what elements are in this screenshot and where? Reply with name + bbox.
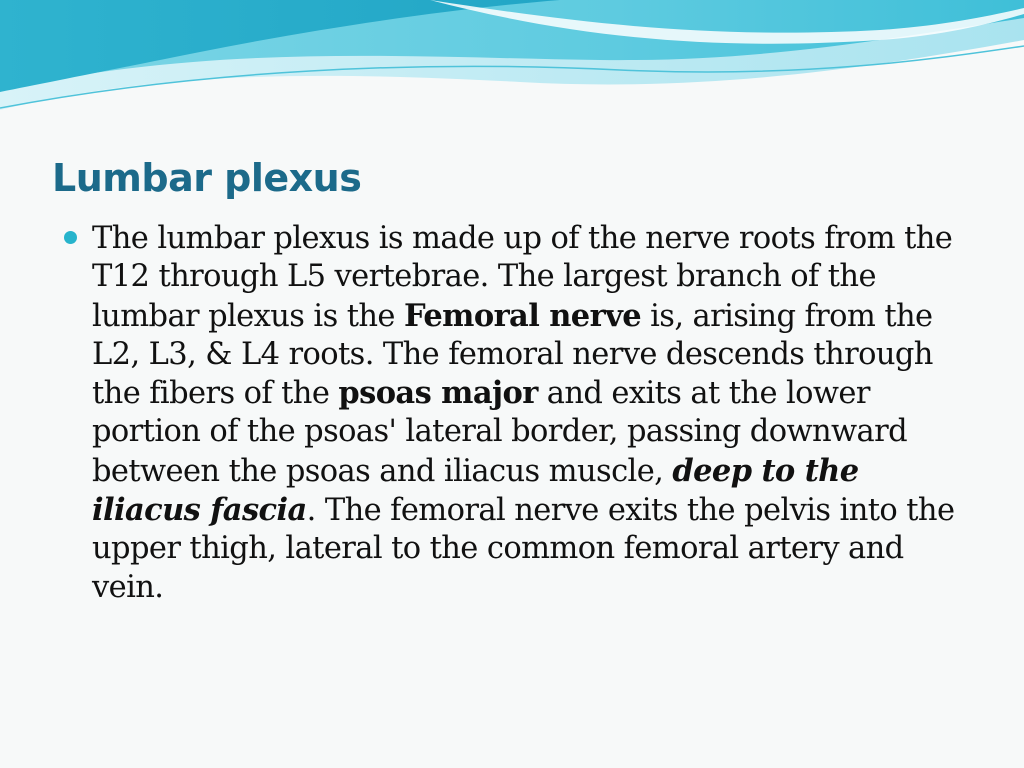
term-femoral-nerve: Femoral nerve: [403, 297, 642, 334]
term-psoas-major: psoas major: [338, 375, 538, 412]
header-wave-decoration: [0, 0, 1024, 120]
bullet-icon: [64, 231, 77, 244]
slide-content: [64, 220, 969, 607]
bullet-paragraph: [92, 220, 969, 607]
text-conclusion: . The femoral nerve exits the pelvis into the upper thigh, lateral to the common femoral artery and vein.: [92, 493, 955, 605]
text-exit: and exits at the lower portion of the psoas' lateral border, passing downward between the psoas and iliacus muscle,: [92, 376, 908, 489]
text-roots: is, arising from the L2, L3, & L4 roots. The femoral nerve descends through the fibers of the: [92, 298, 933, 412]
slide-title: Lumbar plexus: [52, 156, 362, 200]
term-deep-iliacus-fascia: deep to the iliacus fascia: [92, 452, 859, 529]
text-intro: The lumbar plexus is made up of the nerve roots from the T12 through L5 vertebrae. The largest branch of the lumbar plexus is the: [92, 221, 953, 334]
bullet-item: [64, 220, 969, 607]
